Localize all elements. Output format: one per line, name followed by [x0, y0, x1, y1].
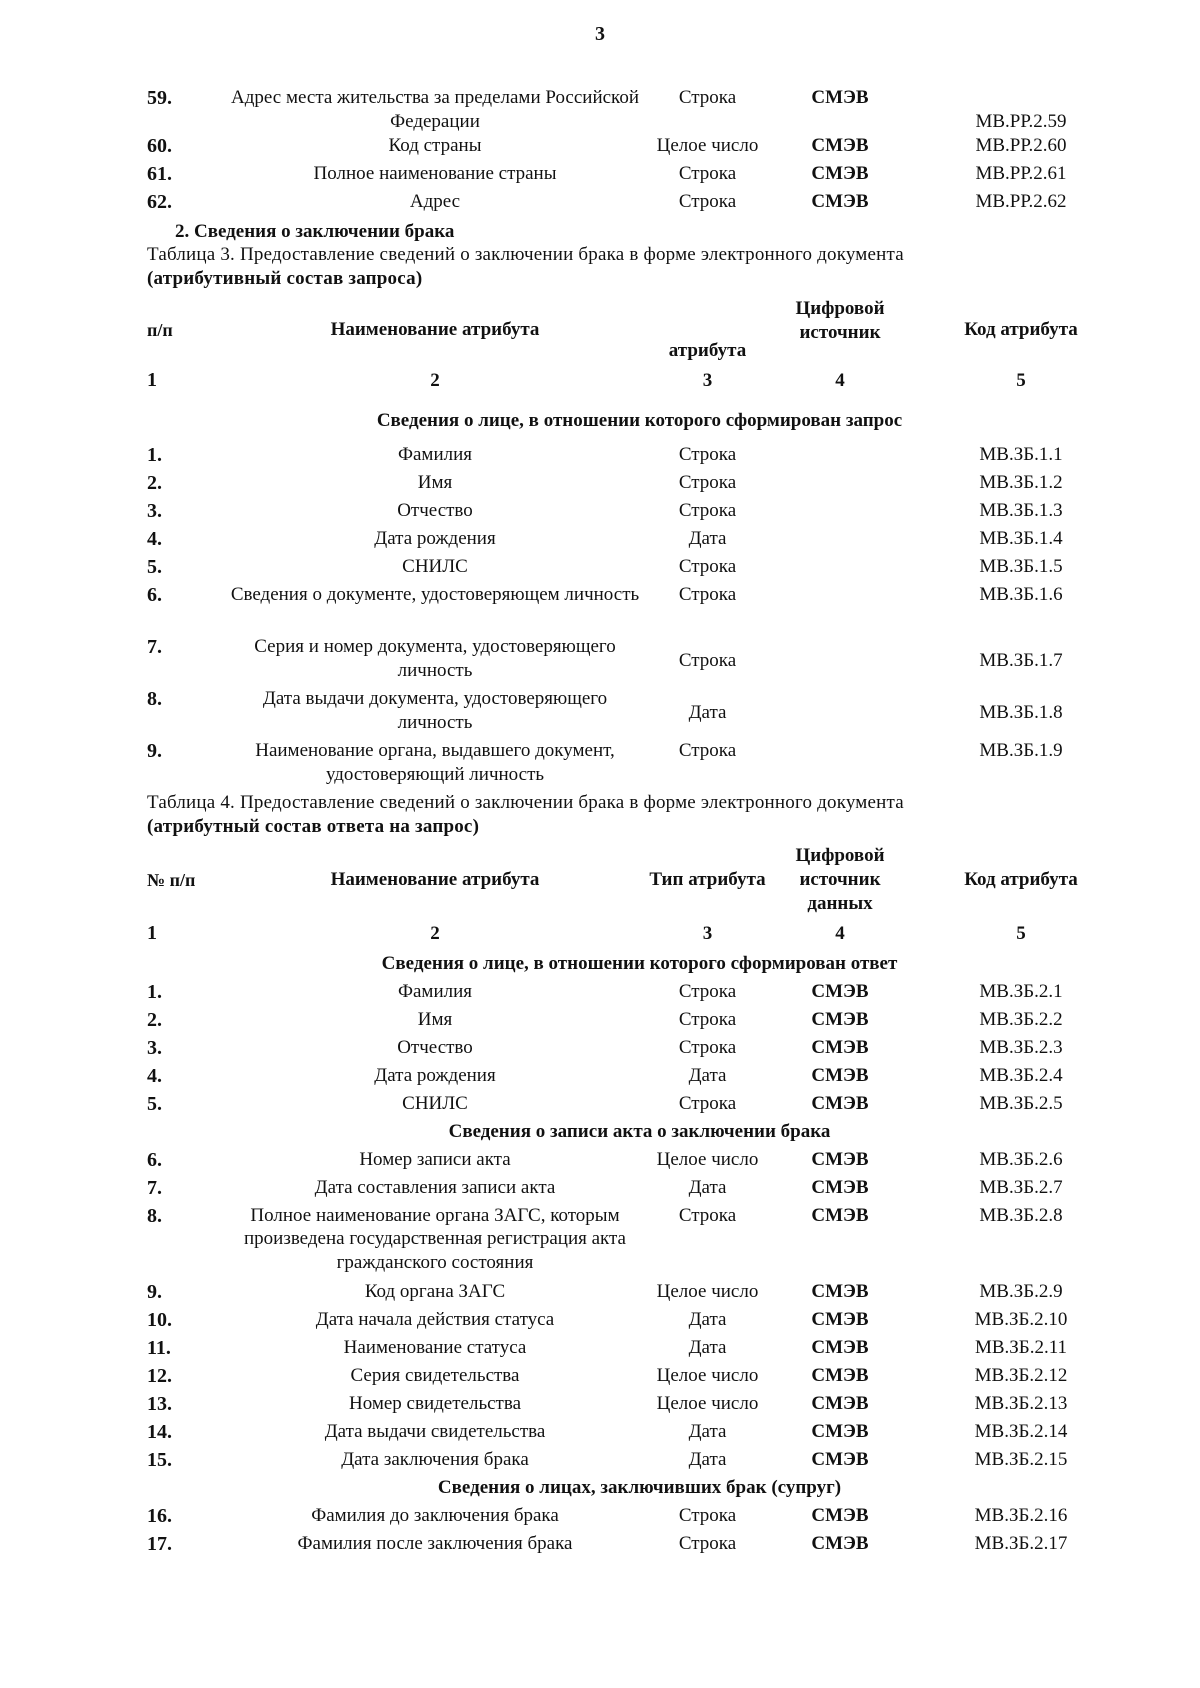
- table4-caption: Таблица 4. Предоставление сведений о заключении брака в форме электронного документа: [147, 791, 904, 813]
- attribute-name: Отчество: [397, 1036, 473, 1058]
- row-number: 7.: [147, 1176, 162, 1199]
- attribute-type: Строка: [678, 980, 737, 1002]
- column-header-code: Код атрибута: [964, 318, 1078, 340]
- attribute-code: МВ.ЗБ.1.5: [979, 555, 1063, 577]
- attribute-code: МВ.ЗБ.2.3: [979, 1036, 1063, 1058]
- group-heading: Сведения о лицах, заключивших брак (супруг): [437, 1476, 842, 1498]
- data-source: СМЭВ: [811, 1176, 869, 1198]
- attribute-name: Серия и номер документа, удостоверяющего личность: [254, 635, 616, 681]
- column-header-code: Код атрибута: [964, 869, 1078, 890]
- attribute-code: МВ.ЗБ.1.6: [979, 583, 1063, 605]
- attribute-type: Строка: [678, 649, 737, 671]
- group-heading-row: [147, 1476, 1132, 1504]
- row-number: 9.: [147, 739, 162, 762]
- table-header-row: [147, 297, 1132, 363]
- data-source: СМЭВ: [811, 1064, 869, 1086]
- attribute-name: Фамилия после заключения брака: [297, 1532, 573, 1554]
- table3-caption: Таблица 3. Предоставление сведений о заключении брака в форме электронного документа: [147, 244, 904, 266]
- table-row: [147, 1064, 1132, 1092]
- table-row: [147, 1448, 1132, 1476]
- table-row: [147, 555, 1132, 583]
- attribute-code: МВ.РР.2.60: [975, 134, 1067, 156]
- row-number: 3.: [147, 499, 162, 522]
- row-number: 1.: [147, 443, 162, 466]
- table4: [147, 844, 1132, 1559]
- row-number: 1.: [147, 980, 162, 1003]
- column-number-row: [147, 363, 1132, 399]
- attribute-name: Наименование органа, выдавшего документ, удостоверяющий личность: [255, 739, 615, 785]
- row-number: 14.: [147, 1420, 172, 1443]
- column-header-type: атрибута: [668, 340, 747, 361]
- attribute-type: Целое число: [656, 134, 759, 156]
- attribute-code: МВ.ЗБ.1.2: [979, 471, 1063, 493]
- attribute-type: Целое число: [656, 1280, 759, 1302]
- row-number: 4.: [147, 1064, 162, 1087]
- table-row: [147, 739, 1132, 791]
- attribute-code: МВ.ЗБ.1.7: [979, 649, 1063, 671]
- row-number: 17.: [147, 1532, 172, 1555]
- table3: [147, 297, 1132, 791]
- table-row: [147, 1092, 1132, 1120]
- attribute-type: Строка: [678, 739, 737, 761]
- attribute-name: Серия свидетельства: [350, 1364, 520, 1386]
- data-source: СМЭВ: [811, 1204, 869, 1226]
- table-row: [147, 527, 1132, 555]
- column-number: 5: [1016, 922, 1026, 944]
- data-source: СМЭВ: [811, 1036, 869, 1058]
- group-heading-row: [147, 952, 1132, 980]
- attribute-name: СНИЛС: [402, 555, 468, 577]
- row-number: 6.: [147, 1148, 162, 1171]
- data-source: СМЭВ: [811, 134, 869, 156]
- attribute-name: Код страны: [388, 134, 482, 156]
- data-source: СМЭВ: [811, 1504, 869, 1526]
- attribute-type: Строка: [678, 1504, 737, 1526]
- column-number: 2: [430, 369, 440, 391]
- group-heading: Сведения о записи акта о заключении брака: [448, 1120, 831, 1142]
- attribute-name: Дата рождения: [374, 1064, 496, 1086]
- row-number: 4.: [147, 527, 162, 550]
- table-row: [147, 1532, 1132, 1560]
- attribute-code: МВ.РР.2.62: [975, 190, 1067, 212]
- row-number: 62.: [147, 190, 172, 213]
- attribute-type: Строка: [678, 443, 737, 465]
- column-header-source: Цифровой источник: [795, 297, 885, 343]
- row-number: 59.: [147, 87, 172, 109]
- column-header-source: Цифровой источник данных: [795, 845, 885, 914]
- table-row: [147, 1036, 1132, 1064]
- table-row: [147, 635, 1132, 687]
- row-number: 61.: [147, 162, 172, 185]
- data-source: СМЭВ: [811, 190, 869, 212]
- attribute-name: Адрес места жительства за пределами Российской Федерации: [230, 87, 639, 132]
- table-row: [147, 471, 1132, 499]
- group-heading: Сведения о лице, в отношении которого сформирован ответ: [381, 952, 898, 974]
- data-source: СМЭВ: [811, 1148, 869, 1170]
- attribute-name: Сведения о документе, удостоверяющем личность: [230, 583, 640, 605]
- data-source: СМЭВ: [811, 1092, 869, 1114]
- attribute-code: МВ.ЗБ.2.9: [979, 1280, 1063, 1302]
- attribute-name: Номер записи акта: [359, 1148, 511, 1170]
- attribute-name: Фамилия: [397, 980, 473, 1002]
- attribute-type: Строка: [678, 1532, 737, 1554]
- attribute-type: Строка: [678, 1008, 737, 1030]
- attribute-name: Дата рождения: [374, 527, 496, 549]
- data-source: СМЭВ: [811, 1392, 869, 1414]
- attribute-code: МВ.ЗБ.2.16: [974, 1504, 1068, 1526]
- attribute-code: МВ.ЗБ.2.4: [979, 1064, 1063, 1086]
- group-heading-row: [147, 399, 1132, 443]
- attribute-type: Строка: [678, 1036, 737, 1058]
- attribute-name: Наименование статуса: [343, 1336, 527, 1358]
- attribute-code: МВ.ЗБ.2.10: [974, 1308, 1068, 1330]
- data-source: СМЭВ: [811, 980, 869, 1002]
- attribute-name: Полное наименование страны: [313, 162, 557, 184]
- attribute-type: Дата: [688, 1336, 727, 1358]
- attribute-code: МВ.ЗБ.2.13: [974, 1392, 1068, 1414]
- attribute-type: Дата: [688, 1420, 727, 1442]
- attribute-name: Фамилия до заключения брака: [311, 1504, 559, 1526]
- column-number: 1: [147, 369, 157, 392]
- table-row: [147, 190, 1132, 218]
- row-number: 13.: [147, 1392, 172, 1415]
- column-number-row: [147, 916, 1132, 952]
- row-number: 7.: [147, 635, 162, 658]
- attribute-type: Целое число: [656, 1392, 759, 1414]
- attribute-name: Номер свидетельства: [348, 1392, 521, 1414]
- continued-table: [147, 86, 1132, 218]
- data-source: СМЭВ: [811, 1532, 869, 1554]
- table-row: [147, 1364, 1132, 1392]
- row-number: 8.: [147, 687, 162, 710]
- attribute-code: МВ.ЗБ.2.8: [979, 1204, 1063, 1226]
- attribute-name: Дата заключения брака: [341, 1448, 529, 1470]
- page-number: 3: [595, 23, 605, 45]
- attribute-code: МВ.ЗБ.1.4: [979, 527, 1063, 549]
- table-row: [147, 86, 1132, 134]
- attribute-type: Строка: [678, 499, 737, 521]
- row-number: 10.: [147, 1308, 172, 1331]
- row-number: 5.: [147, 555, 162, 578]
- attribute-type: Дата: [688, 1308, 727, 1330]
- table-row: [147, 1176, 1132, 1204]
- table-row: [147, 1204, 1132, 1280]
- column-number: 3: [702, 922, 713, 944]
- column-number: 4: [835, 369, 845, 391]
- group-heading-row: [147, 1120, 1132, 1148]
- table-row: [147, 1336, 1132, 1364]
- table-row: [147, 1504, 1132, 1532]
- data-source: СМЭВ: [811, 1448, 869, 1470]
- section-heading: 2. Сведения о заключении брака: [175, 220, 455, 242]
- attribute-code: МВ.ЗБ.2.1: [979, 980, 1063, 1002]
- row-number: 12.: [147, 1364, 172, 1387]
- attribute-name: Дата выдачи документа, удостоверяющего личность: [262, 687, 608, 733]
- table-row: [147, 687, 1132, 739]
- attribute-code: МВ.ЗБ.2.11: [974, 1336, 1068, 1358]
- table-row: [147, 499, 1132, 527]
- data-source: СМЭВ: [811, 1280, 869, 1302]
- attribute-code: МВ.ЗБ.2.12: [974, 1364, 1068, 1386]
- attribute-code: МВ.ЗБ.2.14: [974, 1420, 1068, 1442]
- attribute-name: Отчество: [397, 499, 473, 521]
- attribute-type: Целое число: [656, 1148, 759, 1170]
- column-number: 5: [1016, 369, 1026, 391]
- table-row: [147, 1148, 1132, 1176]
- attribute-name: Дата выдачи свидетельства: [324, 1420, 546, 1442]
- data-source: СМЭВ: [811, 1336, 869, 1358]
- attribute-type: Строка: [678, 190, 737, 212]
- row-number: 3.: [147, 1036, 162, 1059]
- attribute-code: МВ.ЗБ.2.6: [979, 1148, 1063, 1170]
- attribute-name: Имя: [417, 1008, 453, 1030]
- attribute-type: Дата: [688, 1176, 727, 1198]
- data-source: СМЭВ: [811, 1420, 869, 1442]
- row-number: 15.: [147, 1448, 172, 1471]
- attribute-code: МВ.ЗБ.2.15: [974, 1448, 1068, 1470]
- row-number: 16.: [147, 1504, 172, 1527]
- attribute-code: МВ.ЗБ.2.17: [974, 1532, 1068, 1554]
- row-number: 11.: [147, 1336, 171, 1359]
- attribute-type: Строка: [678, 555, 737, 577]
- attribute-name: Дата составления записи акта: [314, 1176, 556, 1198]
- table-header-row: [147, 844, 1132, 915]
- attribute-type: Целое число: [656, 1364, 759, 1386]
- column-header-type: Тип атрибута: [649, 869, 766, 890]
- table-row: [147, 583, 1132, 635]
- attribute-code: МВ.ЗБ.1.3: [979, 499, 1063, 521]
- attribute-name: Код органа ЗАГС: [364, 1280, 506, 1302]
- table4-caption-suffix: (атрибутный состав ответа на запрос): [147, 815, 480, 837]
- attribute-name: Фамилия: [397, 443, 473, 465]
- attribute-code: МВ.ЗБ.1.9: [979, 739, 1063, 761]
- column-header-number: № п/п: [147, 869, 196, 890]
- table-row: [147, 134, 1132, 162]
- table-row: [147, 1280, 1132, 1308]
- attribute-code: МВ.РР.2.61: [975, 162, 1067, 184]
- attribute-type: Дата: [688, 701, 727, 723]
- attribute-type: Строка: [678, 1204, 737, 1226]
- attribute-code: МВ.ЗБ.2.7: [979, 1176, 1063, 1198]
- attribute-name: Адрес: [409, 190, 461, 212]
- attribute-name: Дата начала действия статуса: [315, 1308, 555, 1330]
- column-header-number: п/п: [147, 319, 173, 340]
- attribute-type: Дата: [688, 527, 727, 549]
- row-number: 6.: [147, 583, 162, 606]
- table-row: [147, 1392, 1132, 1420]
- table-row: [147, 980, 1132, 1008]
- data-source: СМЭВ: [811, 1008, 869, 1030]
- column-header-name: Наименование атрибута: [330, 869, 540, 890]
- attribute-type: Строка: [678, 583, 737, 605]
- column-header-name: Наименование атрибута: [330, 318, 540, 340]
- attribute-type: Строка: [678, 471, 737, 493]
- attribute-type: Строка: [678, 1092, 737, 1114]
- data-source: СМЭВ: [811, 87, 869, 108]
- attribute-code: МВ.РР.2.59: [975, 110, 1067, 132]
- attribute-name: СНИЛС: [402, 1092, 468, 1114]
- attribute-name: Полное наименование органа ЗАГС, которым произведена государственная регистрация акта гражданского состояния: [243, 1204, 626, 1273]
- column-number: 3: [702, 369, 713, 391]
- table-row: [147, 162, 1132, 190]
- attribute-code: МВ.ЗБ.2.2: [979, 1008, 1063, 1030]
- attribute-code: МВ.ЗБ.1.8: [979, 701, 1063, 723]
- group-heading: Сведения о лице, в отношении которого сформирован запрос: [376, 409, 903, 431]
- row-number: 8.: [147, 1204, 162, 1227]
- document-body: [147, 86, 1132, 1560]
- attribute-type: Дата: [688, 1064, 727, 1086]
- table3-caption-suffix: (атрибутивный состав запроса): [147, 268, 423, 289]
- row-number: 2.: [147, 471, 162, 494]
- attribute-type: Дата: [688, 1448, 727, 1470]
- column-number: 4: [835, 922, 845, 944]
- column-number: 1: [147, 922, 157, 944]
- row-number: 60.: [147, 134, 172, 157]
- table-row: [147, 1008, 1132, 1036]
- data-source: СМЭВ: [811, 1308, 869, 1330]
- row-number: 2.: [147, 1008, 162, 1031]
- table-row: [147, 1308, 1132, 1336]
- attribute-code: МВ.ЗБ.2.5: [979, 1092, 1063, 1114]
- table-row: [147, 443, 1132, 471]
- column-number: 2: [430, 922, 440, 944]
- attribute-name: Имя: [417, 471, 453, 493]
- table-row: [147, 1420, 1132, 1448]
- row-number: 5.: [147, 1092, 162, 1115]
- row-number: 9.: [147, 1280, 162, 1303]
- attribute-type: Строка: [678, 87, 737, 108]
- data-source: СМЭВ: [811, 1364, 869, 1386]
- attribute-type: Строка: [678, 162, 737, 184]
- attribute-code: МВ.ЗБ.1.1: [979, 443, 1063, 465]
- data-source: СМЭВ: [811, 162, 869, 184]
